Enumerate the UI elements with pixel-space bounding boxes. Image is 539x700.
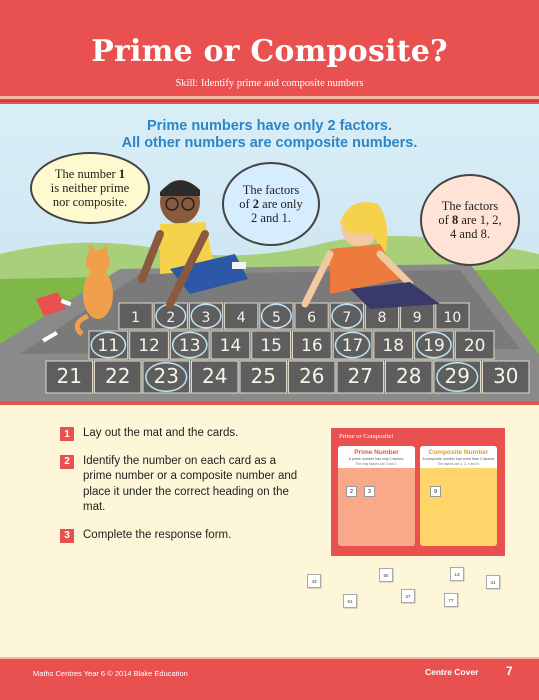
composite-column xyxy=(420,446,497,546)
composite-example: The factors are 1, 2, 4 and 8. xyxy=(437,462,480,466)
chalk-number: 14 xyxy=(219,336,242,356)
chalk-number: 15 xyxy=(260,336,282,356)
chalk-number: 20 xyxy=(463,336,486,356)
footer-bar xyxy=(0,657,539,700)
number-card: 77 xyxy=(444,593,458,607)
mat-title: Prime or Composite! xyxy=(339,433,394,440)
step-2 xyxy=(60,454,310,516)
prime-subtext: A prime number has only 2 factors. xyxy=(348,457,405,461)
chalk-number: 2 xyxy=(166,310,176,326)
mat-card: 3 xyxy=(364,486,375,497)
header-stripe xyxy=(0,96,539,99)
bubble3-line3: 4 and 8. xyxy=(450,227,490,241)
prime-header xyxy=(338,446,415,468)
number-card: 27 xyxy=(401,589,415,603)
prime-heading: Prime Number xyxy=(354,449,399,456)
composite-subtext: A composite number has more than 2 factors. xyxy=(422,457,495,461)
mat-card: 9 xyxy=(430,486,441,497)
composite-heading: Composite Number xyxy=(428,449,489,456)
bubble2-line3: 2 and 1. xyxy=(251,211,291,225)
chalk-number: 13 xyxy=(178,336,201,356)
speech-bubble-two xyxy=(222,162,320,246)
bubble3-pre: of xyxy=(438,213,452,227)
page-title: Prime or Composite? xyxy=(91,34,448,69)
chalk-number: 19 xyxy=(423,336,445,356)
chalk-number: 16 xyxy=(301,336,323,356)
step-badge: 2 xyxy=(60,455,74,469)
number-card: 13 xyxy=(450,567,464,581)
step-badge: 1 xyxy=(60,427,74,441)
copyright-text: Maths Centres Year 6 © 2014 Blake Education xyxy=(33,669,188,678)
skill-subtitle: Skill: Identify prime and composite numbers xyxy=(175,78,364,89)
number-card: 55 xyxy=(379,568,393,582)
chalk-number: 22 xyxy=(105,364,131,388)
chalk-number: 7 xyxy=(342,310,352,326)
step-text: Lay out the mat and the cards. xyxy=(83,427,239,439)
chalk-number: 9 xyxy=(412,310,422,326)
chalk-number: 6 xyxy=(307,310,317,326)
prime-column xyxy=(338,446,415,546)
number-card: 43 xyxy=(307,574,321,588)
number-card: 41 xyxy=(486,575,500,589)
bubble3-line1: The factors xyxy=(441,199,499,213)
speech-bubble-one xyxy=(30,152,150,224)
speech-bubble-three xyxy=(420,174,520,266)
bubble3-post: are 1, 2, xyxy=(458,213,502,227)
chalk-number: 5 xyxy=(271,310,281,326)
chalk-number: 26 xyxy=(299,364,325,388)
bubble1-line2: is neither prime xyxy=(50,181,130,195)
prime-example: The only factors are 2 and 1. xyxy=(355,462,398,466)
chalk-number: 11 xyxy=(97,336,120,356)
bubble1-number: 1 xyxy=(118,167,126,181)
number-card: 61 xyxy=(343,594,357,608)
header-banner xyxy=(0,0,539,104)
step-3 xyxy=(60,528,310,544)
bubble3-number: 8 xyxy=(451,213,459,227)
chalk-number: 8 xyxy=(377,310,387,326)
illustration-scene xyxy=(0,104,539,401)
chalk-number: 21 xyxy=(56,364,82,388)
chalk-number: 10 xyxy=(443,310,462,326)
mat-thumbnail xyxy=(331,428,505,556)
chalk-number: 24 xyxy=(202,364,228,388)
chalk-number: 4 xyxy=(236,310,246,326)
bubble2-number: 2 xyxy=(252,197,260,211)
chalk-number: 17 xyxy=(341,336,364,356)
bubble1-line1: The number xyxy=(54,167,119,181)
step-text: Identify the number on each card as a prime number or a composite number and place it under the correct heading on the mat. xyxy=(83,454,298,513)
chalk-number: 29 xyxy=(444,364,470,388)
step-badge: 3 xyxy=(60,529,74,543)
chalk-number: 28 xyxy=(396,364,422,388)
header-stripe-dark xyxy=(0,100,539,102)
scene-divider xyxy=(0,401,539,405)
bubble1-line3: nor composite. xyxy=(52,195,128,209)
bubble2-pre: of xyxy=(239,197,253,211)
headline-line-1: Prime numbers have only 2 factors. xyxy=(147,118,392,134)
bubble2-line1: The factors xyxy=(242,183,300,197)
step-text: Complete the response form. xyxy=(83,528,232,541)
mat-card: 2 xyxy=(346,486,357,497)
instruction-steps xyxy=(60,426,310,555)
headline-line-2: All other numbers are composite numbers. xyxy=(121,135,418,151)
chalk-number: 18 xyxy=(382,336,405,356)
page-number: 7 xyxy=(506,664,513,678)
chalk-number: 23 xyxy=(153,364,179,388)
chalk-number: 3 xyxy=(201,310,211,326)
composite-header xyxy=(420,446,497,468)
footer-stripe xyxy=(0,657,539,659)
scene-headline xyxy=(0,118,539,152)
bubble2-post: are only xyxy=(259,197,303,211)
step-1 xyxy=(60,426,310,442)
centre-cover-label: Centre Cover xyxy=(425,667,479,677)
chalk-number: 27 xyxy=(347,364,373,388)
chalk-number: 1 xyxy=(131,310,141,326)
chalk-number: 12 xyxy=(138,336,160,356)
chalk-number: 25 xyxy=(250,364,276,388)
chalk-number: 30 xyxy=(493,364,519,388)
